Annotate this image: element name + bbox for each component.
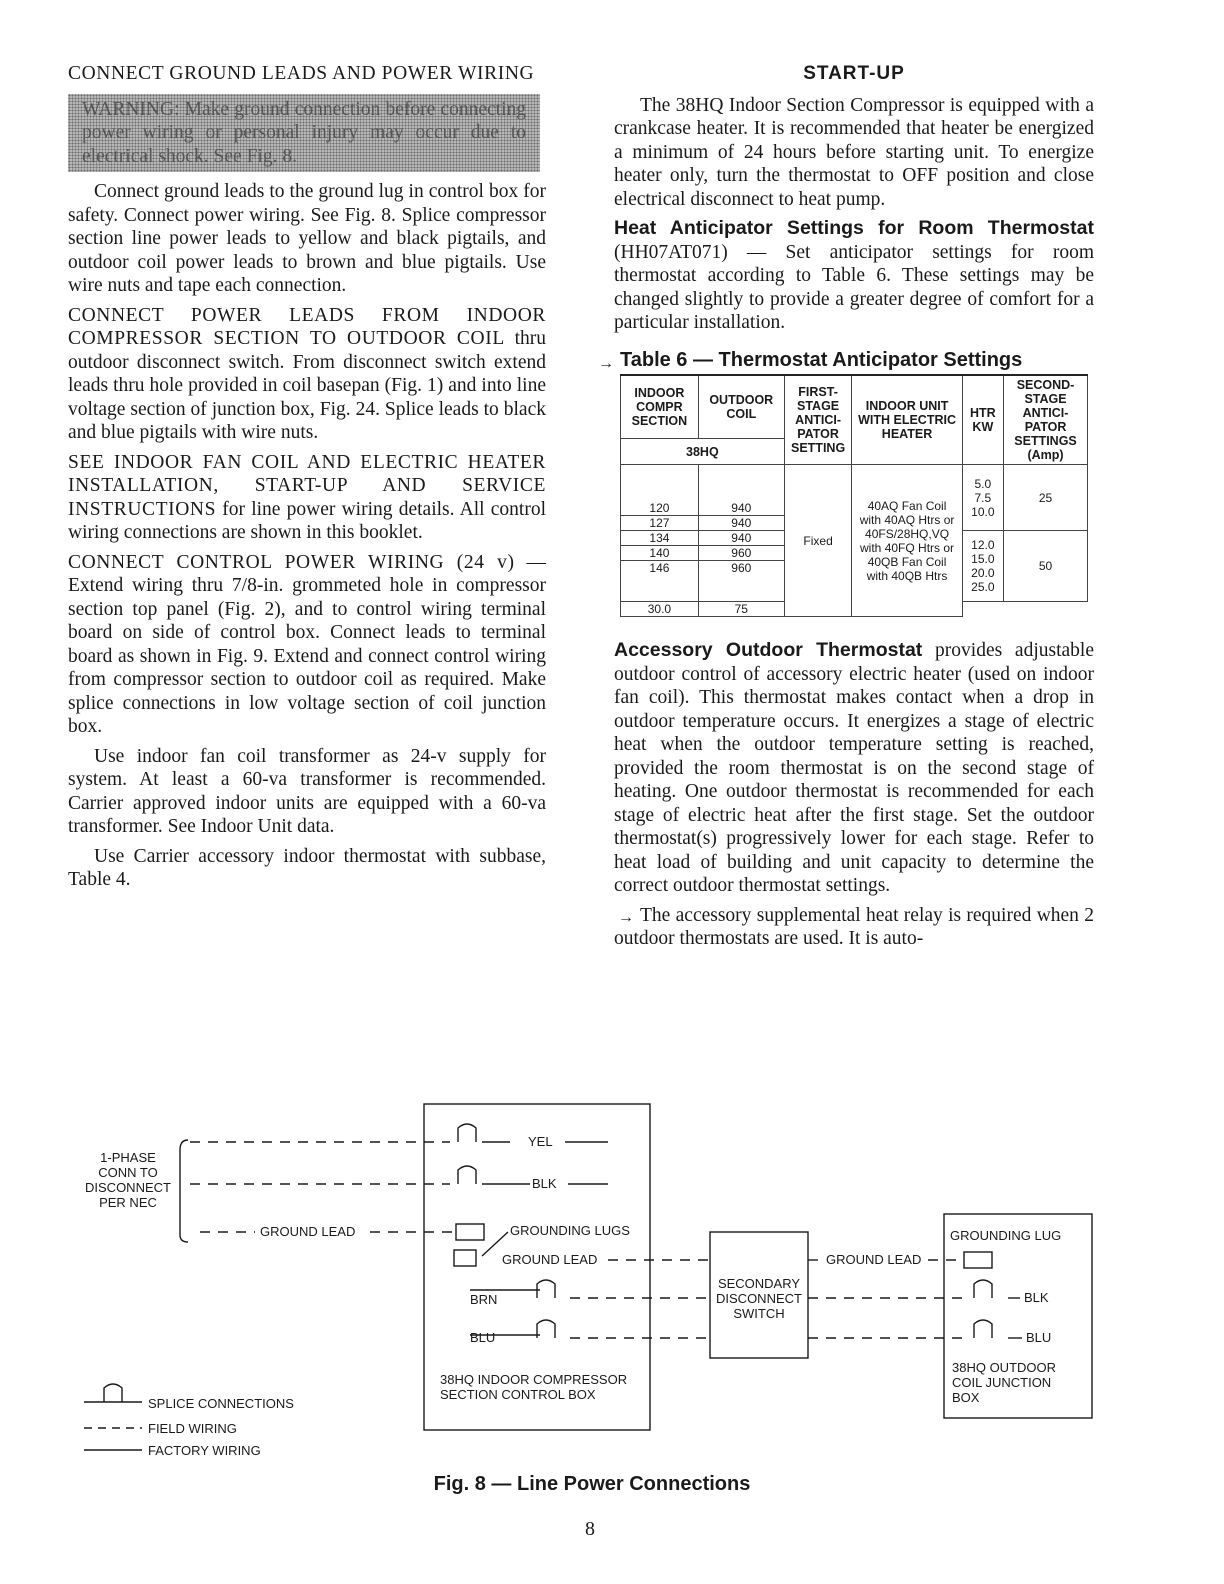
col-header: INDOOR UNIT WITH ELECTRIC HEATER [852,375,962,465]
col-header: OUTDOOR COIL [698,375,784,439]
brn-label: BRN [470,1292,498,1307]
blu-label: BLU [470,1330,496,1345]
table-cell: 940 [698,516,784,531]
kw-cell: 5.0 7.5 10.0 [962,465,1003,531]
paragraph: CONNECT CONTROL POWER WIRING (24 v) — Extend wiring thru 7/8-in. grommeted hole in compressor section top panel (Fig. 2), and to control wiring terminal board on side of control box. Connect leads to terminal board as shown in Fig. 9. Extend and connect control wiring from compressor section to outdoor coil as required. Make splice connections in low voltage section of coil junction box. [68,551,546,737]
startup-heading: START-UP [803,63,905,84]
blu-label: BLU [1026,1330,1052,1345]
figure-caption: Fig. 8 — Line Power Connections [433,1473,751,1495]
table-title: → Table 6 — Thermostat Anticipator Settings [620,349,1094,373]
heater-cell: 40AQ Fan Coil with 40AQ Htrs or 40FS/28HQ,VQ with 40FQ Htrs or 40QB Fan Coil with 40QB Htrs [852,465,962,617]
paragraph: SEE INDOOR FAN COIL AND ELECTRIC HEATER INSTALLATION, START-UP AND SERVICE INSTRUCTIONS for line power wiring details. All control wiring connections are shown in this booklet. [68,451,546,543]
table-cell: 960 [698,546,784,561]
legend-splice: SPLICE CONNECTIONS [148,1396,294,1411]
amp-cell: 50 [1004,531,1088,602]
paragraph: Accessory Outdoor Thermostat provides adjustable outdoor control of accessory electric heater (used on indoor fan coil). This thermostat makes contact when a drop in outdoor temperature occurs. It energizes a stage of electric heat when the outdoor temperature setting is reached, provided the room thermostat is on the second stage of heating. One outdoor thermostat is recommended for each stage of electric heat after the first stage. Set the outdoor thermostat(s) progressively lower for each stage. Refer to heat load of building and unit capacity to determine the correct outdoor thermostat settings. [614,639,1094,896]
table-cell: 127 [621,516,699,531]
col-header: HTR KW [962,375,1003,465]
paragraph: Use Carrier accessory indoor thermostat with subbase, Table 4. [68,845,546,890]
col-header: INDOOR COMPR SECTION [621,375,699,439]
left-column [68,62,546,898]
table-cell: 120 [621,501,699,516]
blk-label: BLK [532,1176,557,1191]
secondary-switch-label: SECONDARY DISCONNECT SWITCH [716,1276,802,1321]
paragraph: CONNECT POWER LEADS FROM INDOOR COMPRESSOR SECTION TO OUTDOOR COIL thru outdoor disconnect switch. From disconnect switch extend leads thru hole provided in coil basepan (Fig. 1) and into line voltage section of junction box, Fig. 24. Splice leads to black and blue pigtails with wire nuts. [68,304,546,443]
thermostat-table [620,374,1088,617]
grounding-lug-label: GROUNDING LUG [950,1228,1062,1243]
yel-label: YEL [528,1134,553,1149]
right-column [598,62,1094,957]
revision-arrow-icon: → [618,908,634,926]
table-cell: 146 [621,561,699,602]
ground-lead-label: GROUND LEAD [502,1252,598,1267]
grounding-lugs-label: GROUNDING LUGS [510,1223,630,1238]
col-group-header: 38HQ [621,439,785,465]
amp-cell: 25 [1004,465,1088,531]
junction-box-label: 38HQ OUTDOOR COIL JUNCTION BOX [952,1360,1057,1405]
blk-label: BLK [1024,1290,1049,1305]
table-cell: 960 [698,561,784,602]
amp-cell: 75 [698,602,784,617]
legend-field: FIELD WIRING [148,1421,237,1436]
page-number: 8 [585,1518,595,1540]
control-box-label: 38HQ INDOOR COMPRESSOR SECTION CONTROL BOX [440,1372,628,1402]
first-stage-cell: Fixed [784,465,852,617]
ground-lead-label: GROUND LEAD [826,1252,922,1267]
kw-cell: 30.0 [621,602,699,617]
table-cell: 940 [698,501,784,516]
section-heading-ground: CONNECT GROUND LEADS AND POWER WIRING [68,63,535,84]
col-header: SECOND-STAGE ANTICI-PATOR SETTINGS (Amp) [1004,375,1088,465]
paragraph: → The accessory supplemental heat relay is required when 2 outdoor thermostats are used. It is auto- [614,904,1094,951]
paragraph: Connect ground leads to the ground lug in control box for safety. Connect power wiring. See Fig. 8. Splice compressor section line power leads to yellow and black pigtails, and outdoor coil power leads to brown and blue pigtails. Use wire nuts and tape each connection. [68,181,546,296]
ground-lead-label: GROUND LEAD [260,1224,356,1239]
paragraph: Heat Anticipator Settings for Room Thermostat (HH07AT071) — Set anticipator settings for room thermostat according to Table 6. These settings may be changed slightly to provide a greater degree of comfort for a particular installation. [614,217,1094,333]
legend-factory: FACTORY WIRING [148,1443,261,1458]
table-cell: 140 [621,546,699,561]
phase-label: 1-PHASE CONN TO DISCONNECT PER NEC [85,1150,171,1210]
kw-cell: 12.0 15.0 20.0 25.0 [962,531,1003,602]
revision-arrow-icon: → [598,354,614,372]
table-cell: 940 [698,531,784,546]
table-cell: 134 [621,531,699,546]
col-header: FIRST-STAGE ANTICI-PATOR SETTING [784,375,852,465]
warning-box: WARNING: Make ground connection before connecting power wiring or personal injury may occur due to electrical shock. See Fig. 8. [68,94,540,173]
wiring-diagram [0,1090,1224,1490]
paragraph: The 38HQ Indoor Section Compressor is equipped with a crankcase heater. It is recommended that heater be energized a minimum of 24 hours before starting unit. To energize heater only, turn the thermostat to OFF position and close electrical disconnect to heat pump. [614,94,1094,210]
paragraph: Use indoor fan coil transformer as 24-v supply for system. At least a 60-va transformer is recommended. Carrier approved indoor units are equipped with a 60-va transformer. See Indoor Unit data. [68,745,546,837]
